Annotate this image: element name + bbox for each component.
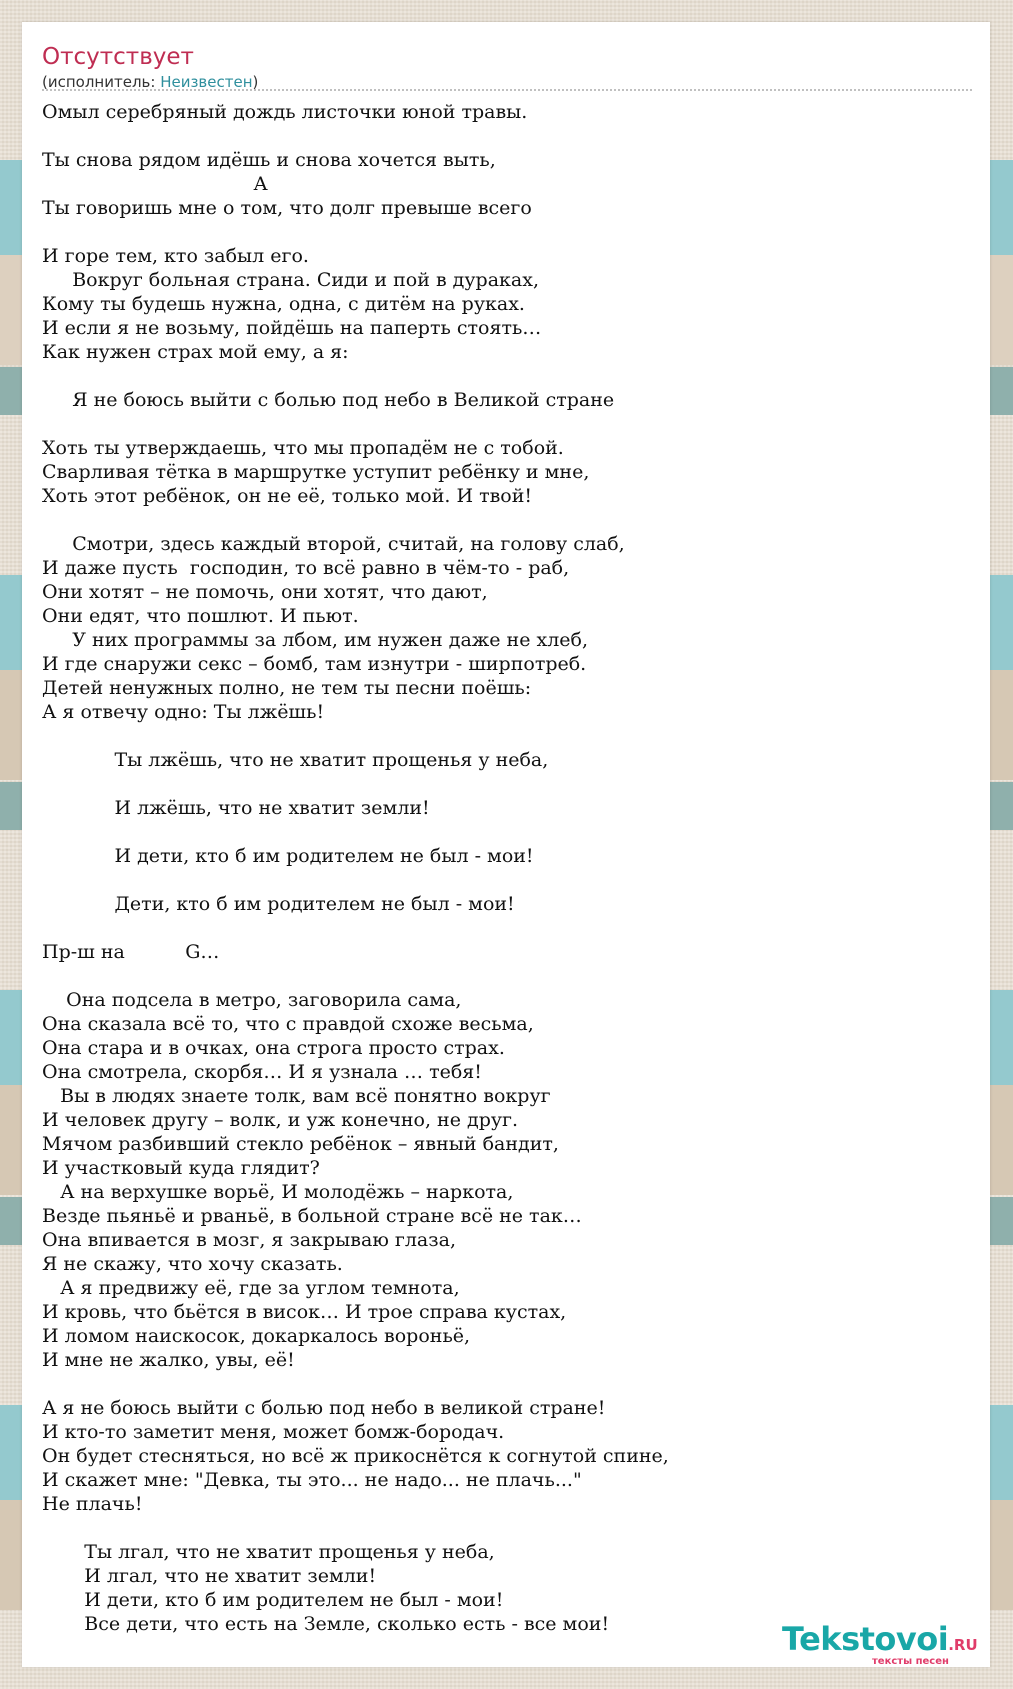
lyrics-line: И лгал, что не хватит земли! bbox=[42, 1565, 377, 1587]
lyrics-line: Она сказала всё то, что с правдой схоже весьма, bbox=[42, 1013, 534, 1035]
song-header bbox=[42, 42, 972, 92]
lyrics-blank-line bbox=[42, 820, 962, 844]
lyrics-blank-line bbox=[42, 412, 962, 436]
lyrics-blank-line bbox=[42, 772, 962, 796]
lyrics-line: И если я не возьму, пойдёшь на паперть стоять… bbox=[42, 317, 542, 339]
lyrics-line: А на верхушке ворьё, И молодёжь – наркота, bbox=[42, 1181, 514, 1203]
lyrics-line: А bbox=[42, 173, 268, 195]
lyrics-line: Вы в людях знаете толк, вам всё понятно вокруг bbox=[42, 1085, 551, 1107]
lyrics-blank-line bbox=[42, 964, 962, 988]
lyrics-line: И ломом наискосок, докаркалось вороньё, bbox=[42, 1325, 471, 1347]
lyrics-line: И участковый куда глядит? bbox=[42, 1157, 320, 1179]
lyrics-line: Все дети, что есть на Земле, сколько есть - все мои! bbox=[42, 1613, 610, 1635]
artist-suffix: ) bbox=[252, 73, 259, 91]
lyrics-blank-line bbox=[42, 724, 962, 748]
lyrics-blank-line bbox=[42, 124, 962, 148]
lyrics-line: И где снаружи секс – бомб, там изнутри - ширпотреб. bbox=[42, 653, 587, 675]
lyrics-blank-line bbox=[42, 916, 962, 940]
logo-tld: .RU bbox=[948, 1636, 978, 1654]
lyrics-line: И мне не жалко, увы, её! bbox=[42, 1349, 295, 1371]
lyrics-blank-line bbox=[42, 364, 962, 388]
lyrics-line: И даже пусть господин, то всё равно в чём-то - раб, bbox=[42, 557, 570, 579]
lyrics-line: Омыл серебряный дождь листочки юной травы. bbox=[42, 101, 528, 123]
lyrics-line: Сварливая тётка в маршрутке уступит ребёнку и мне, bbox=[42, 461, 590, 483]
lyrics-line: У них программы за лбом, им нужен даже не хлеб, bbox=[42, 629, 589, 651]
lyrics-line: Пр-ш на G… bbox=[42, 941, 220, 963]
lyrics-line: Я не скажу, что хочу сказать. bbox=[42, 1253, 343, 1275]
lyrics-line: Хоть этот ребёнок, он не её, только мой. И твой! bbox=[42, 485, 533, 507]
lyrics-line: А я предвижу её, где за углом темнота, bbox=[42, 1277, 460, 1299]
lyrics-line: Ты лгал, что не хватит прощенья у неба, bbox=[42, 1541, 495, 1563]
lyrics-line: Ты снова рядом идёшь и снова хочется выть, bbox=[42, 149, 496, 171]
lyrics-blank-line bbox=[42, 220, 962, 244]
song-title: Отсутствует bbox=[42, 44, 194, 70]
lyrics-line: Как нужен страх мой ему, а я: bbox=[42, 341, 349, 363]
lyrics-line: Она смотрела, скорбя… И я узнала … тебя! bbox=[42, 1061, 482, 1083]
lyrics-line: Детей ненужных полно, не тем ты песни поёшь: bbox=[42, 677, 532, 699]
lyrics-line: Смотри, здесь каждый второй, считай, на голову слаб, bbox=[42, 533, 625, 555]
lyrics-text bbox=[42, 100, 962, 1636]
lyrics-blank-line bbox=[42, 1372, 962, 1396]
site-logo[interactable] bbox=[782, 1622, 982, 1667]
lyrics-line: Кому ты будешь нужна, одна, с дитём на руках. bbox=[42, 293, 525, 315]
lyrics-line: Везде пьяньё и рваньё, в больной стране всё не так… bbox=[42, 1205, 582, 1227]
lyrics-line: А я не боюсь выйти с болью под небо в великой стране! bbox=[42, 1397, 606, 1419]
lyrics-line: И дети, кто б им родителем не был - мои! bbox=[42, 1589, 504, 1611]
lyrics-line: Вокруг больная страна. Сиди и пой в дураках, bbox=[42, 269, 540, 291]
header-divider bbox=[42, 89, 972, 91]
lyrics-line: Хоть ты утверждаешь, что мы пропадём не с тобой. bbox=[42, 437, 564, 459]
lyrics-line: Она впивается в мозг, я закрываю глаза, bbox=[42, 1229, 456, 1251]
lyrics-line: Ты лжёшь, что не хватит прощенья у неба, bbox=[42, 749, 549, 771]
lyrics-line: И человек другу – волк, и уж конечно, не друг. bbox=[42, 1109, 519, 1131]
logo-wordmark: Tekstovoi bbox=[782, 1620, 949, 1658]
lyrics-line: И кто-то заметит меня, может бомж-бородач. bbox=[42, 1421, 505, 1443]
lyrics-line: Она стара и в очках, она строга просто страх. bbox=[42, 1037, 505, 1059]
lyrics-line: И горе тем, кто забыл его. bbox=[42, 245, 309, 267]
lyrics-line: Дети, кто б им родителем не был - мои! bbox=[42, 893, 515, 915]
lyrics-line: И дети, кто б им родителем не был - мои! bbox=[42, 845, 534, 867]
lyrics-line: И кровь, что бьётся в висок… И трое справа кустах, bbox=[42, 1301, 567, 1323]
lyrics-line: Они едят, что пошлют. И пьют. bbox=[42, 605, 359, 627]
lyrics-line: А я отвечу одно: Ты лжёшь! bbox=[42, 701, 325, 723]
lyrics-line: Я не боюсь выйти с болью под небо в Великой стране bbox=[42, 389, 615, 411]
lyrics-line: Они хотят – не помочь, они хотят, что дают, bbox=[42, 581, 488, 603]
artist-link[interactable]: Неизвестен bbox=[160, 73, 253, 91]
logo-subtitle: тексты песен bbox=[872, 1656, 949, 1667]
lyrics-line: Он будет стесняться, но всё ж прикоснётся к согнутой спине, bbox=[42, 1445, 669, 1467]
lyrics-line: И лжёшь, что не хватит земли! bbox=[42, 797, 430, 819]
lyrics-line: Ты говоришь мне о том, что долг превыше всего bbox=[42, 197, 532, 219]
lyrics-line: Не плачь! bbox=[42, 1493, 143, 1515]
artist-prefix: (исполнитель: bbox=[42, 73, 161, 91]
lyrics-card bbox=[22, 22, 990, 1667]
lyrics-blank-line bbox=[42, 508, 962, 532]
lyrics-line: Она подсела в метро, заговорила сама, bbox=[42, 989, 462, 1011]
lyrics-line: Мячом разбивший стекло ребёнок – явный бандит, bbox=[42, 1133, 559, 1155]
lyrics-line: И скажет мне: "Девка, ты это... не надо... не плачь..." bbox=[42, 1469, 582, 1491]
lyrics-blank-line bbox=[42, 1516, 962, 1540]
lyrics-blank-line bbox=[42, 868, 962, 892]
